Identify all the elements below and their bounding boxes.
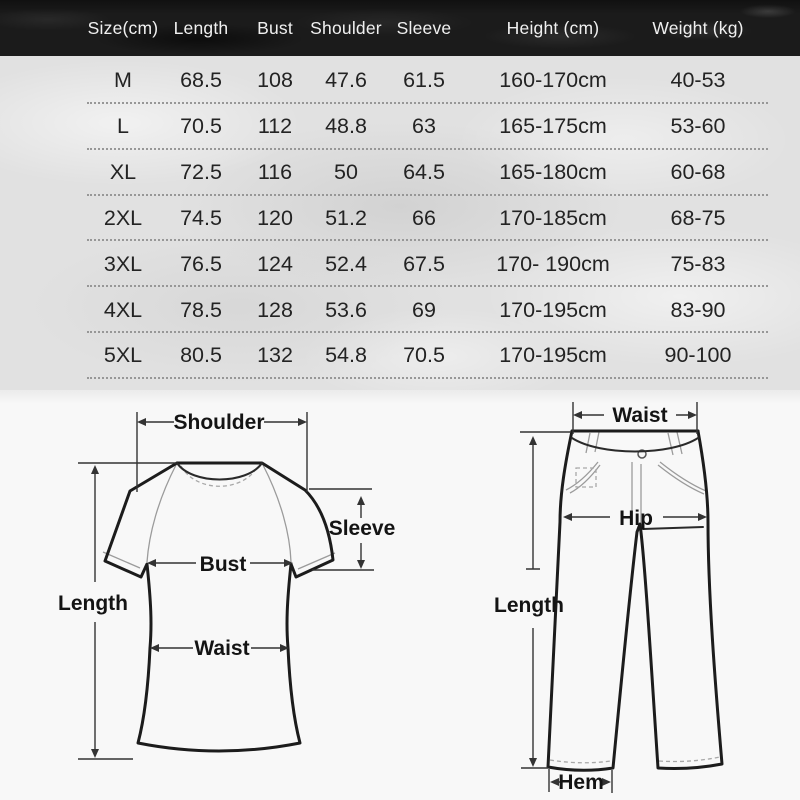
table-cell: 61.5: [403, 67, 445, 92]
table-cell: 51.2: [325, 205, 367, 230]
table-row: [0, 196, 800, 242]
table-cell: 63: [412, 114, 436, 139]
table-cell: 165-180cm: [499, 160, 607, 185]
table-cell: 53-60: [670, 114, 726, 139]
table-cell: 2XL: [103, 205, 143, 230]
table-cell: 170- 190cm: [496, 251, 610, 276]
table-row: [0, 287, 800, 333]
pants-length-label: Length: [494, 594, 564, 617]
table-cell: 68-75: [670, 205, 726, 230]
tshirt-length-label: Length: [58, 592, 128, 615]
table-cell: 160-170cm: [499, 67, 607, 92]
table-cell: 83-90: [670, 297, 726, 322]
table-cell: 165-175cm: [499, 114, 607, 139]
table-cell: 69: [412, 297, 436, 322]
table-cell: 5XL: [103, 343, 143, 368]
header-cell: Length: [173, 17, 229, 38]
table-cell: 78.5: [180, 297, 222, 322]
pants-hip-label: Hip: [619, 507, 653, 530]
table-cell: 48.8: [325, 114, 367, 139]
table-cell: 75-83: [670, 251, 726, 276]
table-cell: 52.4: [325, 251, 367, 276]
tshirt-sleeve-label: Sleeve: [328, 517, 396, 540]
table-cell: 112: [257, 114, 293, 139]
pants-waist-label: Waist: [612, 404, 668, 427]
header-cell: Height (cm): [506, 17, 600, 38]
table-cell: 66: [412, 205, 436, 230]
pants-hem-label: Hem: [558, 771, 604, 794]
table-row: [0, 56, 800, 104]
table-cell: 74.5: [180, 205, 222, 230]
tshirt-shoulder-label: Shoulder: [173, 411, 265, 434]
table-cell: 128: [257, 297, 293, 322]
table-cell: L: [117, 114, 129, 139]
header-cell: Sleeve: [396, 17, 452, 38]
table-cell: 80.5: [180, 343, 222, 368]
header-cell: Bust: [257, 17, 293, 38]
tshirt-measurement-diagram: [0, 392, 400, 800]
table-cell: 54.8: [325, 343, 367, 368]
table-cell: 53.6: [325, 297, 367, 322]
table-cell: 170-195cm: [499, 297, 607, 322]
table-cell: 132: [257, 343, 293, 368]
tshirt-waist-label: Waist: [194, 637, 250, 660]
table-cell: 108: [257, 67, 293, 92]
table-cell: 170-185cm: [499, 205, 607, 230]
pants-measurement-diagram: [400, 392, 800, 800]
table-cell: 60-68: [670, 160, 726, 185]
header-cell: Size(cm): [87, 17, 159, 38]
table-cell: XL: [109, 160, 137, 185]
table-cell: 68.5: [180, 67, 222, 92]
table-cell: 70.5: [180, 114, 222, 139]
pants-outline: [548, 431, 722, 770]
tshirt-outline: [105, 463, 333, 751]
table-row: [0, 150, 800, 196]
table-row: [0, 333, 800, 379]
table-row: [0, 104, 800, 150]
table-cell: 116: [257, 160, 293, 185]
pants-details: [550, 432, 720, 763]
table-cell: M: [114, 67, 132, 92]
table-cell: 4XL: [103, 297, 143, 322]
table-cell: 40-53: [670, 67, 726, 92]
table-cell: 67.5: [403, 251, 445, 276]
tshirt-bust-label: Bust: [199, 553, 247, 576]
table-cell: 64.5: [403, 160, 445, 185]
header-cell: Shoulder: [310, 17, 382, 38]
table-cell: 50: [334, 160, 358, 185]
table-row: [0, 241, 800, 287]
table-cell: 72.5: [180, 160, 222, 185]
table-cell: 70.5: [403, 343, 445, 368]
table-cell: 90-100: [664, 343, 732, 368]
table-cell: 170-195cm: [499, 343, 607, 368]
table-cell: 120: [257, 205, 293, 230]
table-header-row: [0, 0, 800, 56]
size-table-body: [0, 56, 800, 390]
table-cell: 3XL: [103, 251, 143, 276]
table-cell: 124: [257, 251, 293, 276]
header-cell: Weight (kg): [652, 17, 744, 38]
table-cell: 76.5: [180, 251, 222, 276]
table-cell: 47.6: [325, 67, 367, 92]
